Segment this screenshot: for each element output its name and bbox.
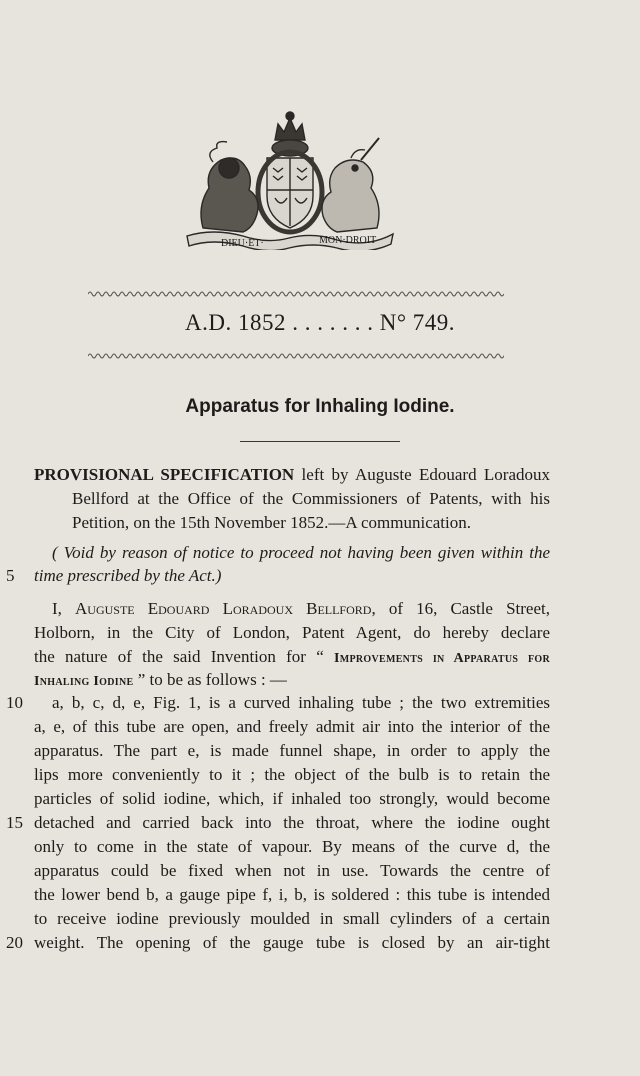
body-line: to receive iodine previously moulded in small cylinders of a certain (34, 909, 550, 928)
applicant-name: Auguste Edouard Loradoux Bellford (75, 599, 372, 618)
motto-right: MON·DROIT (319, 235, 377, 246)
invention-title: Improvements in Apparatus for (333, 651, 551, 666)
line-number: 10 (6, 693, 23, 712)
body-line: apparatus. The part e, is made funnel shape, in order to apply the (34, 741, 550, 760)
body-line: I, Auguste Edouard Loradoux Bellford, of 16, Castle Street, (52, 599, 550, 618)
leader-dots: . . . . . . . (292, 310, 374, 335)
body-line: Holborn, in the City of London, Patent Agent, do hereby declare (34, 623, 550, 642)
body-line: a, e, of this tube are open, and freely admit air into the interior of the (34, 717, 550, 736)
line-number: 20 (6, 933, 23, 952)
provisional-specification-heading: PROVISIONAL SPECIFICATION (34, 465, 295, 484)
body-line: the lower bend b, a gauge pipe f, i, b, is soldered : this tube is intended (34, 885, 550, 904)
title-divider (240, 441, 400, 442)
body-line: apparatus could be fixed when not in use. Towards the centre of (34, 861, 550, 880)
body-line: Bellford at the Office of the Commissioners of Patents, with his (72, 489, 550, 508)
bottom-wavy-rule (88, 352, 504, 360)
body-line: weight. The opening of the gauge tube is closed by an air-tight (34, 933, 550, 952)
document-title: Apparatus for Inhaling Iodine. (185, 396, 455, 417)
patent-number: N° 749. (379, 310, 456, 335)
top-wavy-rule (88, 290, 504, 298)
body-line: lips more conveniently to it ; the object of the bulb is to retain the (34, 765, 550, 784)
patent-number-line (0, 310, 640, 336)
body-line: a, b, c, d, e, Fig. 1, is a curved inhaling tube ; the two extremities (52, 693, 550, 712)
motto-left: DIEU·ET· (221, 238, 264, 249)
body-line: only to come in the state of vapour. By means of the curve d, the (34, 837, 550, 856)
royal-crest-emblem (183, 110, 397, 250)
body-line: detached and carried back into the throat, where the iodine ought (34, 813, 550, 832)
body-line: particles of solid iodine, which, if inhaled too strongly, would become (34, 789, 550, 808)
body-line: Inhaling Iodine ” to be as follows : — (34, 670, 287, 689)
line-number: 15 (6, 813, 23, 832)
body-line: PROVISIONAL SPECIFICATION left by Auguste Edouard Loradoux (34, 465, 551, 484)
patent-year: A.D. 1852 (184, 310, 286, 335)
line-number: 5 (6, 566, 15, 585)
body-line: Petition, on the 15th November 1852.—A communication. (72, 513, 471, 532)
body-line: ( Void by reason of notice to proceed not having been given within the (52, 543, 550, 562)
body-line: the nature of the said Invention for “ Improvements in Apparatus for (34, 647, 551, 666)
body-line: time prescribed by the Act.) (34, 566, 222, 585)
